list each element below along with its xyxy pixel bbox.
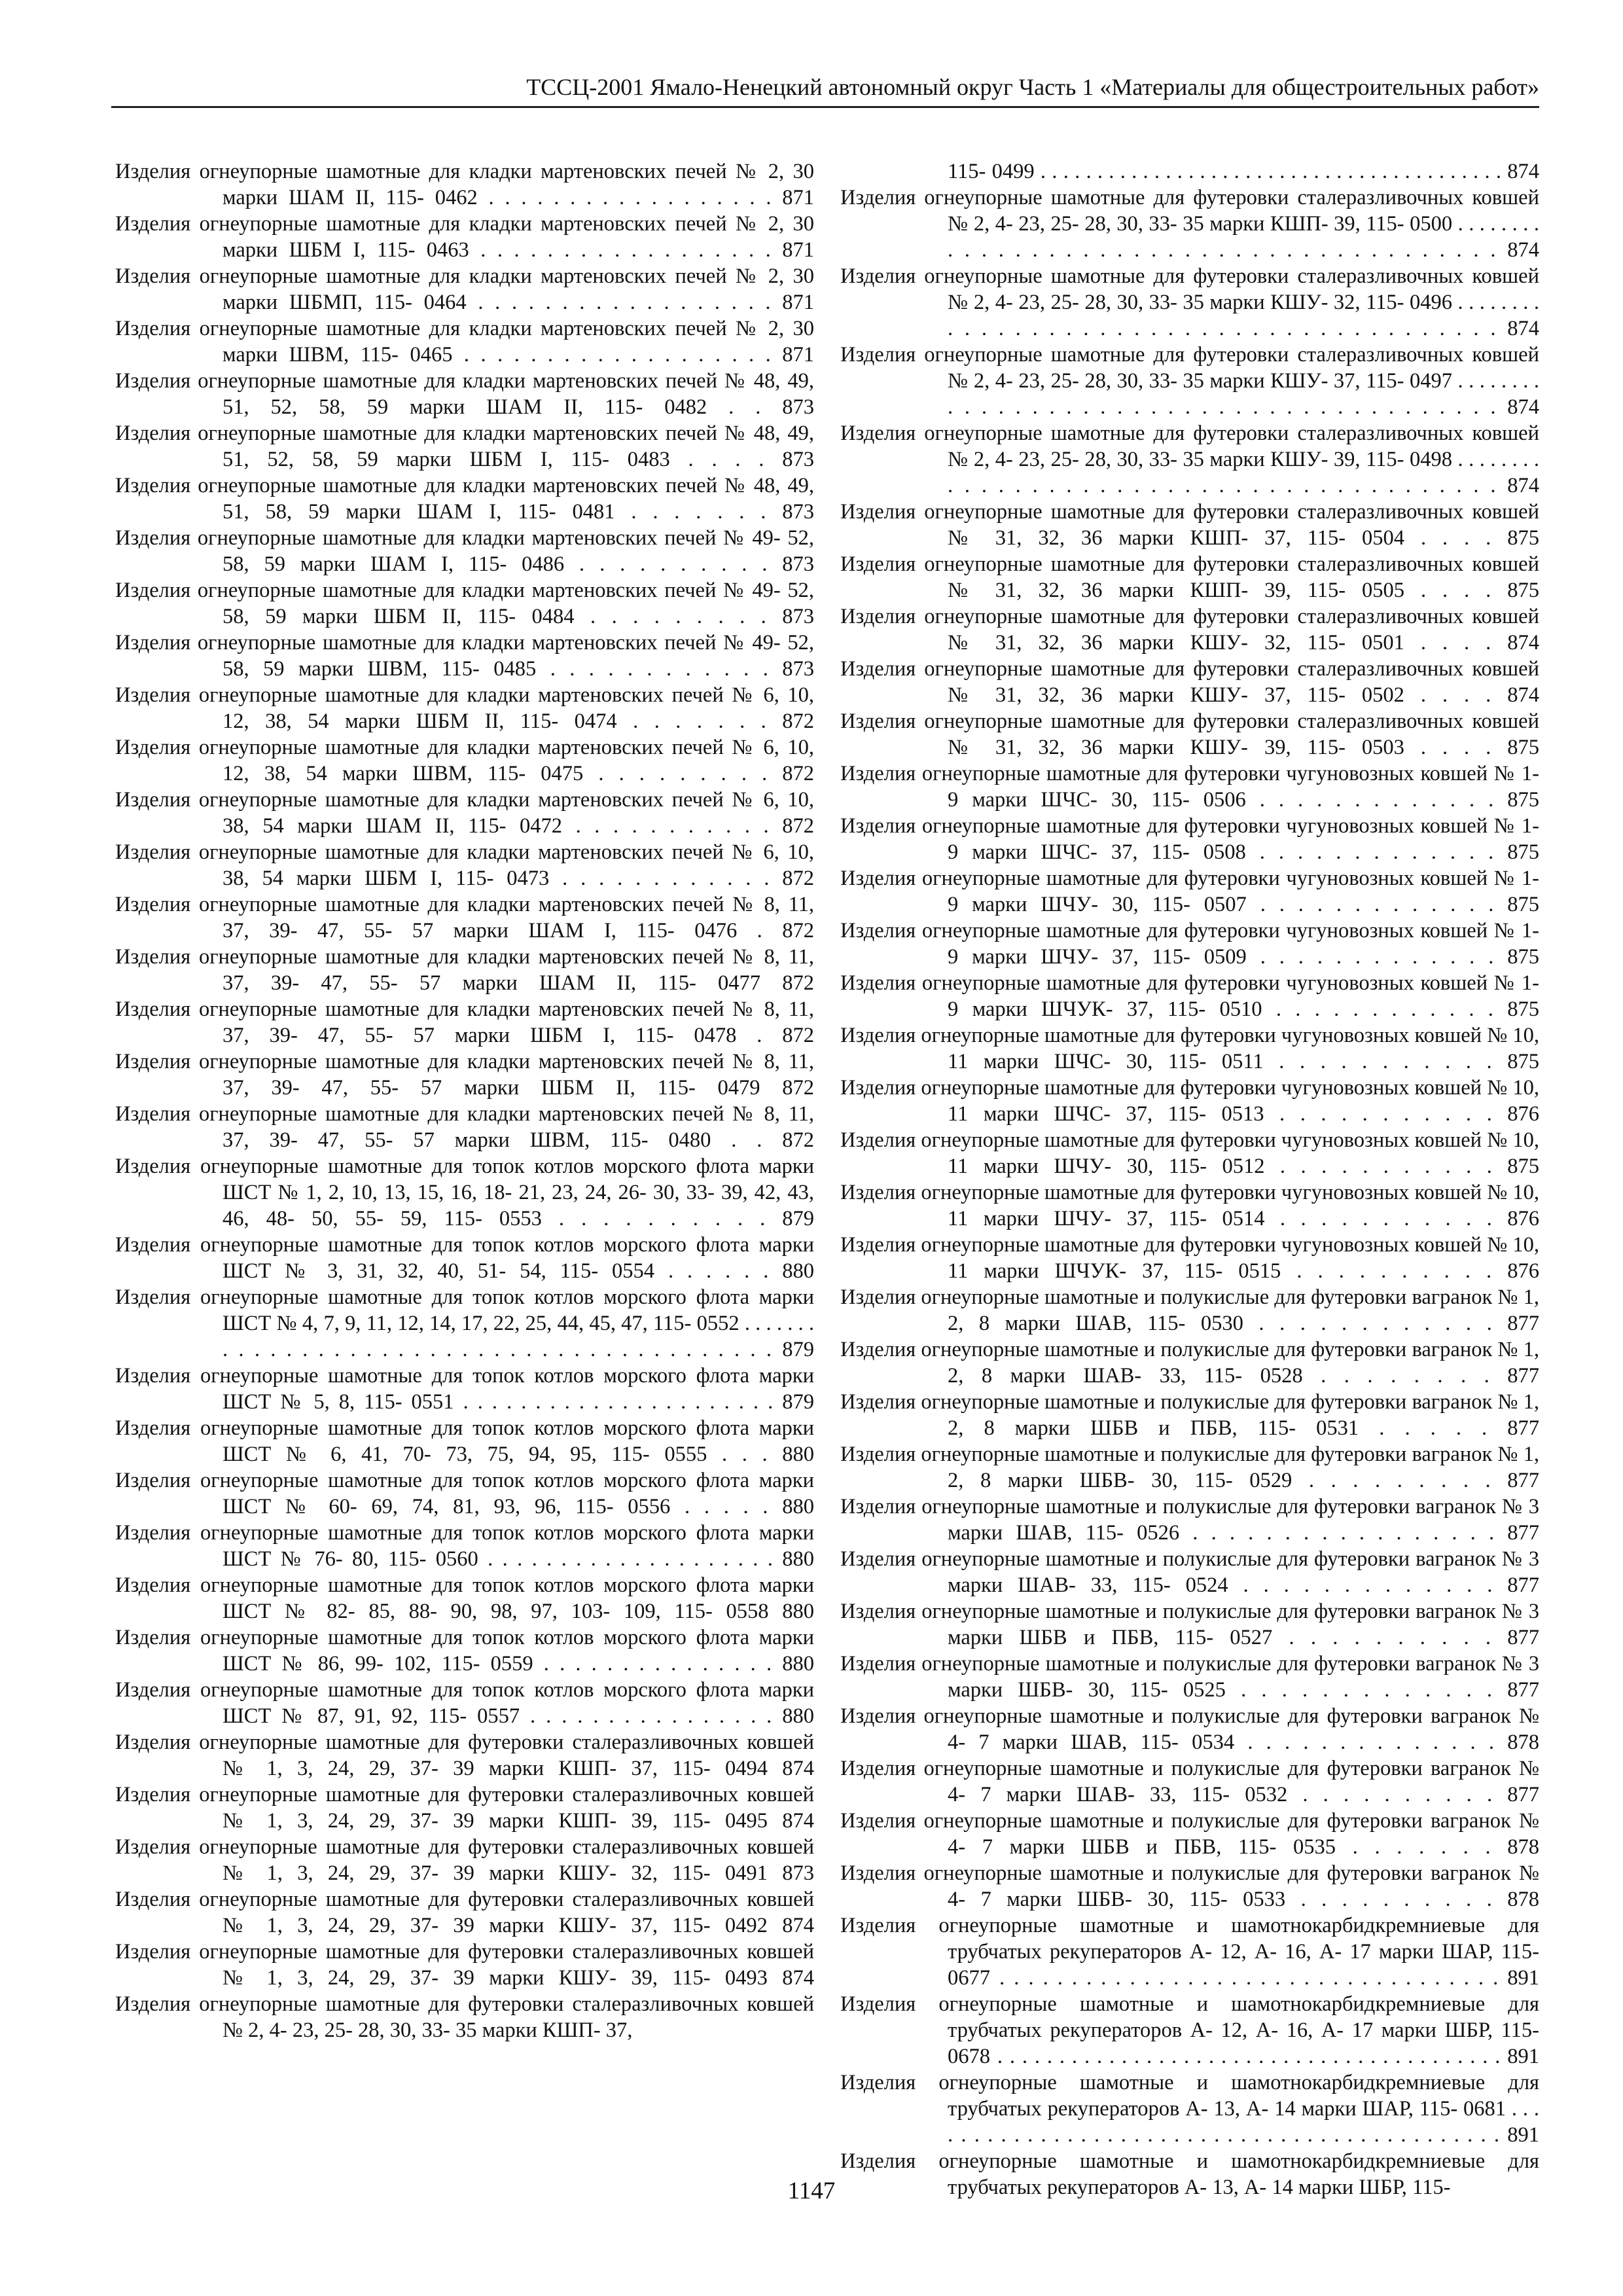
index-entry: Изделия огнеупорные шамотные для футеровки чугуновозных ковшей № 1- 9 марки ШЧУ- 30, 115- 0507 . . . . . . . . . . . . . 875 bbox=[840, 867, 1539, 916]
index-entry: Изделия огнеупорные шамотные для кладки мартеновских печей № 8, 11, 37, 39- 47, 55- 57 марки ШБМ I, 115- 0478 . 872 bbox=[115, 997, 814, 1047]
index-entry: Изделия огнеупорные шамотные для топок котлов морского флота марки ШСТ № 5, 8, 115- 0551 . . . . . . . . . . . . . . . . . . . . . . 879 bbox=[115, 1364, 814, 1414]
index-entry: Изделия огнеупорные шамотные для топок котлов морского флота марки ШСТ № 1, 2, 10, 13, 15, 16, 18- 21, 23, 24, 26- 30, 33- 39, 42, 43, 46, 48- 50, 55- 59, 115- 0553 . . . . . . . . . . 879 bbox=[115, 1155, 814, 1230]
index-entry: Изделия огнеупорные шамотные для футеровки сталеразливочных ковшей № 1, 3, 24, 29, 37- 39 марки КШУ- 32, 115- 0491 873 bbox=[115, 1835, 814, 1885]
index-entry: Изделия огнеупорные шамотные для кладки мартеновских печей № 6, 10, 12, 38, 54 марки ШБМ II, 115- 0474 . . . . . . . 872 bbox=[115, 683, 814, 733]
index-entry: Изделия огнеупорные шамотные для футеровки сталеразливочных ковшей № 1, 3, 24, 29, 37- 39 марки КШП- 37, 115- 0494 874 bbox=[115, 1731, 814, 1780]
index-entry: Изделия огнеупорные шамотные и шамотнокарбидкремниевые для трубчатых рекуператоров А- 12, А- 16, А- 17 марки ШАР, 115- 0677 . . . . . . . . . . . . . . . . . . . . . . . . . . . . . . . . . . . 891 bbox=[840, 1914, 1539, 1990]
index-entry: Изделия огнеупорные шамотные для футеровки сталеразливочных ковшей № 31, 32, 36 марки КШУ- 39, 115- 0503 . . . . 875 bbox=[840, 709, 1539, 759]
index-entry: Изделия огнеупорные шамотные и полукислые для футеровки вагранок № 4- 7 марки ШАВ, 115- 0534 . . . . . . . . . . . . . . 878 bbox=[840, 1704, 1539, 1754]
index-entry: Изделия огнеупорные шамотные для футеровки чугуновозных ковшей № 10, 11 марки ШЧС- 37, 115- 0513 . . . . . . . . . . . 876 bbox=[840, 1076, 1539, 1126]
index-entry: Изделия огнеупорные шамотные для футеровки чугуновозных ковшей № 10, 11 марки ШЧУ- 30, 115- 0512 . . . . . . . . . . . 875 bbox=[840, 1128, 1539, 1178]
index-entry: Изделия огнеупорные шамотные для кладки мартеновских печей № 49- 52, 58, 59 марки ШБМ II, 115- 0484 . . . . . . . . . 873 bbox=[115, 579, 814, 628]
index-entry: Изделия огнеупорные шамотные для кладки мартеновских печей № 6, 10, 12, 38, 54 марки ШВМ, 115- 0475 . . . . . . . . . 872 bbox=[115, 736, 814, 785]
index-entry: Изделия огнеупорные шамотные для топок котлов морского флота марки ШСТ № 87, 91, 92, 115- 0557 . . . . . . . . . . . . . . . . 880 bbox=[115, 1678, 814, 1728]
index-entry: Изделия огнеупорные шамотные для кладки мартеновских печей № 2, 30 марки ШВМ, 115- 0465 . . . . . . . . . . . . . . . . . . . 871 bbox=[115, 317, 814, 367]
index-entry: Изделия огнеупорные шамотные для кладки мартеновских печей № 8, 11, 37, 39- 47, 55- 57 марки ШБМ II, 115- 0479 872 bbox=[115, 1050, 814, 1100]
index-entry: Изделия огнеупорные шамотные и шамотнокарбидкремниевые для трубчатых рекуператоров А- 13, А- 14 марки ШАР, 115- 0681 . . . . . . . . . . . . . . . . . . . . . . . . . . . . . . . . . . . . . . . . . . . . . 891 bbox=[840, 2071, 1539, 2147]
index-entry: Изделия огнеупорные шамотные и полукислые для футеровки вагранок № 3 марки ШБВ- 30, 115- 0525 . . . . . . . . . . . . . 877 bbox=[840, 1652, 1539, 1702]
index-entry: Изделия огнеупорные шамотные для топок котлов морского флота марки ШСТ № 82- 85, 88- 90, 98, 97, 103- 109, 115- 0558 880 bbox=[115, 1573, 814, 1623]
index-entry: Изделия огнеупорные шамотные для кладки мартеновских печей № 8, 11, 37, 39- 47, 55- 57 марки ШАМ II, 115- 0477 872 bbox=[115, 945, 814, 995]
index-entry: Изделия огнеупорные шамотные для кладки мартеновских печей № 49- 52, 58, 59 марки ШАМ I, 115- 0486 . . . . . . . . . . 873 bbox=[115, 526, 814, 576]
index-entry: Изделия огнеупорные шамотные и полукислые для футеровки вагранок № 4- 7 марки ШБВ- 30, 115- 0533 . . . . . . . . . . 878 bbox=[840, 1861, 1539, 1911]
index-entry: Изделия огнеупорные шамотные для кладки мартеновских печей № 2, 30 марки ШАМ II, 115- 0462 . . . . . . . . . . . . . . . . . . 871 bbox=[115, 160, 814, 209]
index-entry: Изделия огнеупорные шамотные и полукислые для футеровки вагранок № 4- 7 марки ШБВ и ПБВ, 115- 0535 . . . . . . . 878 bbox=[840, 1809, 1539, 1859]
index-entry: Изделия огнеупорные шамотные и полукислые для футеровки вагранок № 3 марки ШАВ- 33, 115- 0524 . . . . . . . . . . . . . 877 bbox=[840, 1547, 1539, 1597]
index-entry: Изделия огнеупорные шамотные для футеровки сталеразливочных ковшей № 1, 3, 24, 29, 37- 39 марки КШУ- 39, 115- 0493 874 bbox=[115, 1940, 814, 1990]
index-entry: Изделия огнеупорные шамотные для футеровки чугуновозных ковшей № 10, 11 марки ШЧС- 30, 115- 0511 . . . . . . . . . . . 875 bbox=[840, 1024, 1539, 1073]
index-entry: Изделия огнеупорные шамотные для футеровки сталеразливочных ковшей № 2, 4- 23, 25- 28, 30, 33- 35 марки КШУ- 32, 115- 0496 . . . . . . . . . . . . . . . . . . . . . . . . . . . . . . . . . . . . . . . . . 874 bbox=[840, 264, 1539, 340]
index-entry: Изделия огнеупорные шамотные для топок котлов морского флота марки ШСТ № 86, 99- 102, 115- 0559 . . . . . . . . . . . . . . . 880 bbox=[115, 1626, 814, 1676]
index-entry: Изделия огнеупорные шамотные и полукислые для футеровки вагранок № 3 марки ШАВ, 115- 0526 . . . . . . . . . . . . . . . . . 877 bbox=[840, 1495, 1539, 1545]
index-entry: Изделия огнеупорные шамотные для футеровки сталеразливочных ковшей № 1, 3, 24, 29, 37- 39 марки КШП- 39, 115- 0495 874 bbox=[115, 1783, 814, 1833]
index-entry: Изделия огнеупорные шамотные для футеровки сталеразливочных ковшей № 31, 32, 36 марки КШУ- 32, 115- 0501 . . . . 874 bbox=[840, 605, 1539, 655]
index-entry: Изделия огнеупорные шамотные для кладки мартеновских печей № 8, 11, 37, 39- 47, 55- 57 марки ШВМ, 115- 0480 . . 872 bbox=[115, 1102, 814, 1152]
index-entry: Изделия огнеупорные шамотные для топок котлов морского флота марки ШСТ № 4, 7, 9, 11, 12, 14, 17, 22, 25, 44, 45, 47, 115- 0552 . . . . . . . . . . . . . . . . . . . . . . . . . . . . . . . . . . . . . . . . . . 879 bbox=[115, 1285, 814, 1361]
index-entry: Изделия огнеупорные шамотные для футеровки сталеразливочных ковшей № 31, 32, 36 марки КШУ- 37, 115- 0502 . . . . 874 bbox=[840, 657, 1539, 707]
index-entry: Изделия огнеупорные шамотные и полукислые для футеровки вагранок № 1, 2, 8 марки ШБВ- 30, 115- 0529 . . . . . . . . . 877 bbox=[840, 1443, 1539, 1492]
index-column-right bbox=[840, 158, 1539, 2199]
page-number: 1147 bbox=[787, 2178, 836, 2204]
index-entry: Изделия огнеупорные шамотные для футеровки чугуновозных ковшей № 1- 9 марки ШЧС- 37, 115- 0508 . . . . . . . . . . . . . 875 bbox=[840, 814, 1539, 864]
index-entry: Изделия огнеупорные шамотные для футеровки сталеразливочных ковшей № 31, 32, 36 марки КШП- 37, 115- 0504 . . . . 875 bbox=[840, 500, 1539, 550]
index-entry: Изделия огнеупорные шамотные для футеровки чугуновозных ковшей № 10, 11 марки ШЧУ- 37, 115- 0514 . . . . . . . . . . . 876 bbox=[840, 1181, 1539, 1230]
index-entry: Изделия огнеупорные шамотные для кладки мартеновских печей № 48, 49, 51, 52, 58, 59 марки ШБМ I, 115- 0483 . . . . 873 bbox=[115, 422, 814, 471]
index-entry: Изделия огнеупорные шамотные и шамотнокарбидкремниевые для трубчатых рекуператоров А- 13, А- 14 марки ШБР, 115- bbox=[840, 2149, 1539, 2199]
index-entry: Изделия огнеупорные шамотные для футеровки сталеразливочных ковшей № 2, 4- 23, 25- 28, 30, 33- 35 марки КШП- 39, 115- 0500 . . . . . . . . . . . . . . . . . . . . . . . . . . . . . . . . . . . . . . . . . 874 bbox=[840, 186, 1539, 262]
index-entry: Изделия огнеупорные шамотные для футеровки сталеразливочных ковшей № 2, 4- 23, 25- 28, 30, 33- 35 марки КШП- 37, bbox=[115, 1992, 814, 2042]
index-entry: Изделия огнеупорные шамотные для футеровки сталеразливочных ковшей № 2, 4- 23, 25- 28, 30, 33- 35 марки КШУ- 39, 115- 0498 . . . . . . . . . . . . . . . . . . . . . . . . . . . . . . . . . . . . . . . . . 874 bbox=[840, 422, 1539, 497]
index-entry: Изделия огнеупорные шамотные и полукислые для футеровки вагранок № 1, 2, 8 марки ШАВ, 115- 0530 . . . . . . . . . . . . 877 bbox=[840, 1285, 1539, 1335]
index-entry: Изделия огнеупорные шамотные для кладки мартеновских печей № 2, 30 марки ШБМ I, 115- 0463 . . . . . . . . . . . . . . . . . . 871 bbox=[115, 212, 814, 262]
index-entry: Изделия огнеупорные шамотные для кладки мартеновских печей № 48, 49, 51, 58, 59 марки ШАМ I, 115- 0481 . . . . . . . 873 bbox=[115, 474, 814, 524]
index-column-left bbox=[115, 158, 814, 2148]
index-entry: Изделия огнеупорные шамотные и полукислые для футеровки вагранок № 1, 2, 8 марки ШАВ- 33, 115- 0528 . . . . . . . . 877 bbox=[840, 1338, 1539, 1388]
index-entry: Изделия огнеупорные шамотные для футеровки сталеразливочных ковшей № 2, 4- 23, 25- 28, 30, 33- 35 марки КШУ- 37, 115- 0497 . . . . . . . . . . . . . . . . . . . . . . . . . . . . . . . . . . . . . . . . . 874 bbox=[840, 343, 1539, 419]
index-entry: Изделия огнеупорные шамотные для футеровки чугуновозных ковшей № 1- 9 марки ШЧУК- 37, 115- 0510 . . . . . . . . . . . . 875 bbox=[840, 971, 1539, 1021]
index-entry-continuation: 115- 0499 . . . . . . . . . . . . . . . . . . . . . . . . . . . . . . . . . . . . . . . . . 874 bbox=[948, 160, 1539, 183]
index-entry: Изделия огнеупорные шамотные для кладки мартеновских печей № 6, 10, 38, 54 марки ШБМ I, 115- 0473 . . . . . . . . . . . . 872 bbox=[115, 840, 814, 890]
index-entry: Изделия огнеупорные шамотные для топок котлов морского флота марки ШСТ № 6, 41, 70- 73, 75, 94, 95, 115- 0555 . . . 880 bbox=[115, 1416, 814, 1466]
index-entry: Изделия огнеупорные шамотные для кладки мартеновских печей № 48, 49, 51, 52, 58, 59 марки ШАМ II, 115- 0482 . . 873 bbox=[115, 369, 814, 419]
index-entry: Изделия огнеупорные шамотные для футеровки чугуновозных ковшей № 10, 11 марки ШЧУК- 37, 115- 0515 . . . . . . . . . . 876 bbox=[840, 1233, 1539, 1283]
index-entry: Изделия огнеупорные шамотные для футеровки сталеразливочных ковшей № 1, 3, 24, 29, 37- 39 марки КШУ- 37, 115- 0492 874 bbox=[115, 1888, 814, 1937]
index-entry: Изделия огнеупорные шамотные для топок котлов морского флота марки ШСТ № 76- 80, 115- 0560 . . . . . . . . . . . . . . . . . . . . 880 bbox=[115, 1521, 814, 1571]
index-entry: Изделия огнеупорные шамотные для кладки мартеновских печей № 49- 52, 58, 59 марки ШВМ, 115- 0485 . . . . . . . . . . . . 873 bbox=[115, 631, 814, 681]
index-entry: Изделия огнеупорные шамотные для кладки мартеновских печей № 8, 11, 37, 39- 47, 55- 57 марки ШАМ I, 115- 0476 . 872 bbox=[115, 893, 814, 942]
index-entry: Изделия огнеупорные шамотные и полукислые для футеровки вагранок № 3 марки ШБВ и ПБВ, 115- 0527 . . . . . . . . . . 877 bbox=[840, 1600, 1539, 1649]
index-entry: Изделия огнеупорные шамотные для топок котлов морского флота марки ШСТ № 60- 69, 74, 81, 93, 96, 115- 0556 . . . . . 880 bbox=[115, 1469, 814, 1518]
index-entry: Изделия огнеупорные шамотные и полукислые для футеровки вагранок № 4- 7 марки ШАВ- 33, 115- 0532 . . . . . . . . . . 877 bbox=[840, 1757, 1539, 1806]
running-header: ТССЦ-2001 Ямало-Ненецкий автономный округ Часть 1 «Материалы для общестроительных работ» bbox=[111, 73, 1539, 108]
index-entry: Изделия огнеупорные шамотные и шамотнокарбидкремниевые для трубчатых рекуператоров А- 12, А- 16, А- 17 марки ШБР, 115- 0678 . . . . . . . . . . . . . . . . . . . . . . . . . . . . . . . . . . . . . . . . . 891 bbox=[840, 1992, 1539, 2068]
index-entry: Изделия огнеупорные шамотные для кладки мартеновских печей № 6, 10, 38, 54 марки ШАМ II, 115- 0472 . . . . . . . . . . . 872 bbox=[115, 788, 814, 838]
index-entry: Изделия огнеупорные шамотные для топок котлов морского флота марки ШСТ № 3, 31, 32, 40, 51- 54, 115- 0554 . . . . . . 880 bbox=[115, 1233, 814, 1283]
index-entry: Изделия огнеупорные шамотные для футеровки чугуновозных ковшей № 1- 9 марки ШЧУ- 37, 115- 0509 . . . . . . . . . . . . . 875 bbox=[840, 919, 1539, 969]
index-entry: Изделия огнеупорные шамотные для футеровки чугуновозных ковшей № 1- 9 марки ШЧС- 30, 115- 0506 . . . . . . . . . . . . . 875 bbox=[840, 762, 1539, 812]
index-entry: Изделия огнеупорные шамотные для кладки мартеновских печей № 2, 30 марки ШБМП, 115- 0464 . . . . . . . . . . . . . . . . . . 871 bbox=[115, 264, 814, 314]
index-entry: Изделия огнеупорные шамотные для футеровки сталеразливочных ковшей № 31, 32, 36 марки КШП- 39, 115- 0505 . . . . 875 bbox=[840, 552, 1539, 602]
index-entry: Изделия огнеупорные шамотные и полукислые для футеровки вагранок № 1, 2, 8 марки ШБВ и ПБВ, 115- 0531 . . . . . 877 bbox=[840, 1390, 1539, 1440]
